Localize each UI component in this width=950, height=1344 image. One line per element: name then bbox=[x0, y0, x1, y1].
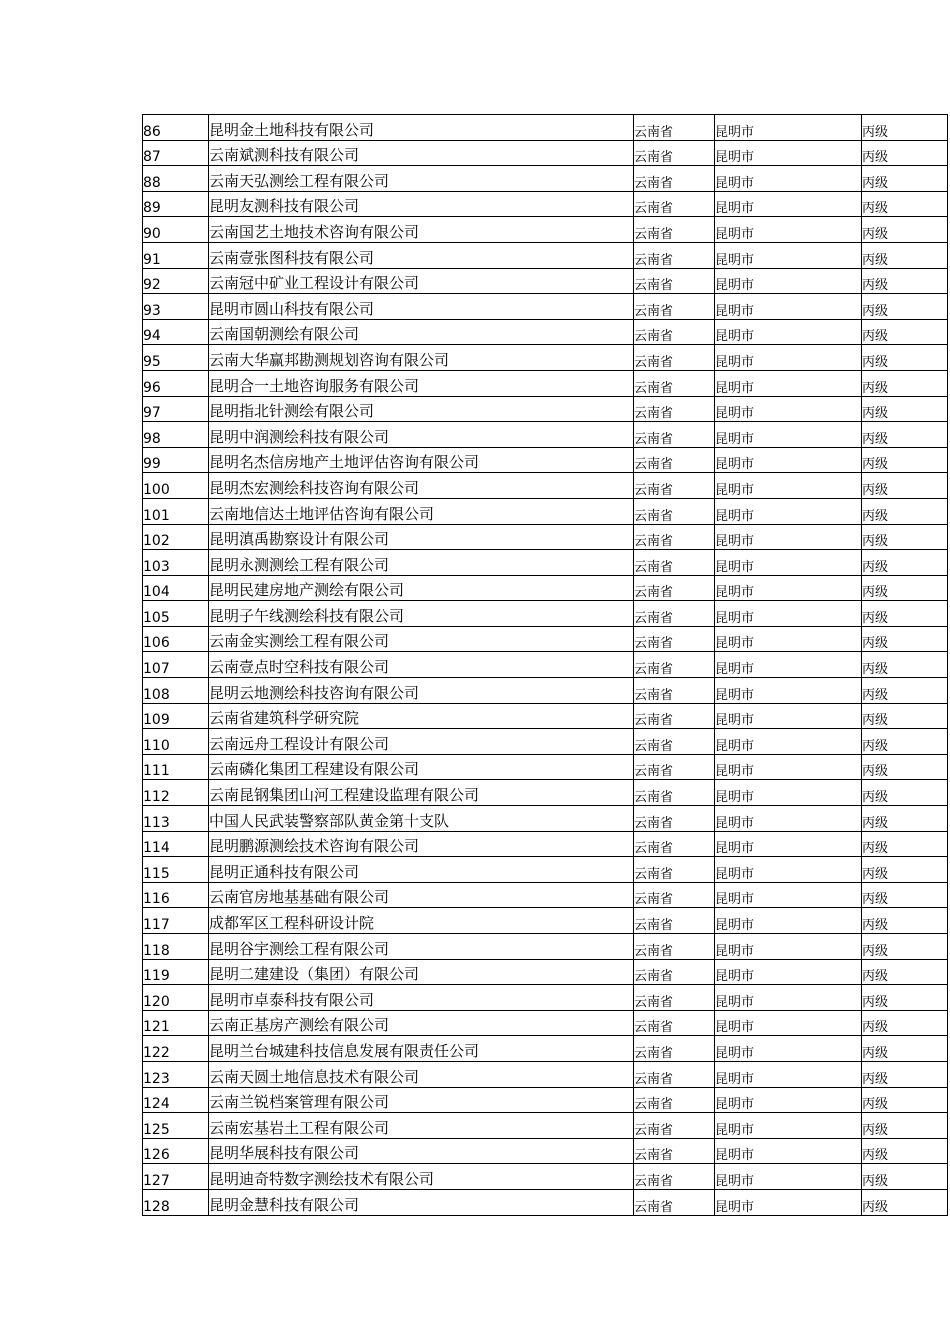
city-cell: 昆明市 bbox=[715, 626, 862, 652]
city-cell: 昆明市 bbox=[715, 370, 862, 396]
city-cell: 昆明市 bbox=[715, 882, 862, 908]
province-cell: 云南省 bbox=[634, 294, 715, 320]
province-cell: 云南省 bbox=[634, 652, 715, 678]
table-body bbox=[143, 115, 948, 1216]
qualification-grade-cell: 丙级 bbox=[862, 882, 948, 908]
table-row bbox=[143, 1036, 948, 1062]
city-cell: 昆明市 bbox=[715, 985, 862, 1011]
table-row bbox=[143, 806, 948, 832]
qualification-grade-cell: 丙级 bbox=[862, 473, 948, 499]
table-row bbox=[143, 166, 948, 192]
company-name-cell: 昆明市圆山科技有限公司 bbox=[209, 294, 634, 320]
qualification-grade-cell: 丙级 bbox=[862, 550, 948, 576]
qualification-grade-cell: 丙级 bbox=[862, 191, 948, 217]
row-number-cell: 124 bbox=[143, 1087, 209, 1113]
table-row bbox=[143, 882, 948, 908]
row-number-cell: 122 bbox=[143, 1036, 209, 1062]
company-name-cell: 昆明中润测绘科技有限公司 bbox=[209, 422, 634, 448]
city-cell: 昆明市 bbox=[715, 422, 862, 448]
qualification-grade-cell: 丙级 bbox=[862, 985, 948, 1011]
row-number-cell: 94 bbox=[143, 319, 209, 345]
table-row bbox=[143, 985, 948, 1011]
row-number-cell: 92 bbox=[143, 268, 209, 294]
city-cell: 昆明市 bbox=[715, 1036, 862, 1062]
city-cell: 昆明市 bbox=[715, 831, 862, 857]
qualification-grade-cell: 丙级 bbox=[862, 626, 948, 652]
table-row bbox=[143, 857, 948, 883]
company-name-cell: 昆明市卓泰科技有限公司 bbox=[209, 985, 634, 1011]
city-cell: 昆明市 bbox=[715, 140, 862, 166]
qualification-grade-cell: 丙级 bbox=[862, 729, 948, 755]
city-cell: 昆明市 bbox=[715, 1113, 862, 1139]
province-cell: 云南省 bbox=[634, 140, 715, 166]
table-row bbox=[143, 908, 948, 934]
qualification-grade-cell: 丙级 bbox=[862, 678, 948, 704]
city-cell: 昆明市 bbox=[715, 678, 862, 704]
row-number-cell: 125 bbox=[143, 1113, 209, 1139]
city-cell: 昆明市 bbox=[715, 1164, 862, 1190]
qualification-grade-cell: 丙级 bbox=[862, 1189, 948, 1215]
row-number-cell: 109 bbox=[143, 703, 209, 729]
row-number-cell: 116 bbox=[143, 882, 209, 908]
row-number-cell: 119 bbox=[143, 959, 209, 985]
province-cell: 云南省 bbox=[634, 703, 715, 729]
qualification-grade-cell: 丙级 bbox=[862, 242, 948, 268]
company-name-cell: 昆明指北针测绘有限公司 bbox=[209, 396, 634, 422]
company-name-cell: 昆明友测科技有限公司 bbox=[209, 191, 634, 217]
row-number-cell: 127 bbox=[143, 1164, 209, 1190]
row-number-cell: 111 bbox=[143, 754, 209, 780]
row-number-cell: 89 bbox=[143, 191, 209, 217]
row-number-cell: 95 bbox=[143, 345, 209, 371]
city-cell: 昆明市 bbox=[715, 319, 862, 345]
table-row bbox=[143, 345, 948, 371]
company-name-cell: 云南国艺土地技术咨询有限公司 bbox=[209, 217, 634, 243]
city-cell: 昆明市 bbox=[715, 166, 862, 192]
table-row bbox=[143, 422, 948, 448]
province-cell: 云南省 bbox=[634, 1061, 715, 1087]
table-row bbox=[143, 217, 948, 243]
city-cell: 昆明市 bbox=[715, 115, 862, 141]
row-number-cell: 96 bbox=[143, 370, 209, 396]
province-cell: 云南省 bbox=[634, 115, 715, 141]
row-number-cell: 121 bbox=[143, 1010, 209, 1036]
city-cell: 昆明市 bbox=[715, 601, 862, 627]
qualification-grade-cell: 丙级 bbox=[862, 908, 948, 934]
city-cell: 昆明市 bbox=[715, 806, 862, 832]
company-name-cell: 昆明迪奇特数字测绘技术有限公司 bbox=[209, 1164, 634, 1190]
qualification-grade-cell: 丙级 bbox=[862, 1010, 948, 1036]
company-name-cell: 云南正基房产测绘有限公司 bbox=[209, 1010, 634, 1036]
table-row bbox=[143, 115, 948, 141]
province-cell: 云南省 bbox=[634, 550, 715, 576]
qualification-grade-cell: 丙级 bbox=[862, 831, 948, 857]
row-number-cell: 128 bbox=[143, 1189, 209, 1215]
qualification-grade-cell: 丙级 bbox=[862, 652, 948, 678]
city-cell: 昆明市 bbox=[715, 498, 862, 524]
company-name-cell: 中国人民武装警察部队黄金第十支队 bbox=[209, 806, 634, 832]
qualification-grade-cell: 丙级 bbox=[862, 754, 948, 780]
row-number-cell: 120 bbox=[143, 985, 209, 1011]
row-number-cell: 113 bbox=[143, 806, 209, 832]
row-number-cell: 126 bbox=[143, 1138, 209, 1164]
city-cell: 昆明市 bbox=[715, 242, 862, 268]
row-number-cell: 112 bbox=[143, 780, 209, 806]
qualification-grade-cell: 丙级 bbox=[862, 1164, 948, 1190]
city-cell: 昆明市 bbox=[715, 780, 862, 806]
qualification-grade-cell: 丙级 bbox=[862, 524, 948, 550]
province-cell: 云南省 bbox=[634, 422, 715, 448]
company-name-cell: 云南省建筑科学研究院 bbox=[209, 703, 634, 729]
company-name-cell: 昆明正通科技有限公司 bbox=[209, 857, 634, 883]
row-number-cell: 93 bbox=[143, 294, 209, 320]
city-cell: 昆明市 bbox=[715, 1010, 862, 1036]
table-row bbox=[143, 729, 948, 755]
row-number-cell: 86 bbox=[143, 115, 209, 141]
qualification-grade-cell: 丙级 bbox=[862, 1087, 948, 1113]
city-cell: 昆明市 bbox=[715, 550, 862, 576]
table-row bbox=[143, 524, 948, 550]
province-cell: 云南省 bbox=[634, 882, 715, 908]
table-row bbox=[143, 780, 948, 806]
table-row bbox=[143, 1113, 948, 1139]
company-name-cell: 云南远舟工程设计有限公司 bbox=[209, 729, 634, 755]
company-name-cell: 云南官房地基基础有限公司 bbox=[209, 882, 634, 908]
province-cell: 云南省 bbox=[634, 1036, 715, 1062]
qualification-grade-cell: 丙级 bbox=[862, 575, 948, 601]
city-cell: 昆明市 bbox=[715, 268, 862, 294]
city-cell: 昆明市 bbox=[715, 652, 862, 678]
qualification-grade-cell: 丙级 bbox=[862, 1113, 948, 1139]
table-row bbox=[143, 319, 948, 345]
qualification-grade-cell: 丙级 bbox=[862, 806, 948, 832]
province-cell: 云南省 bbox=[634, 370, 715, 396]
company-name-cell: 云南兰锐档案管理有限公司 bbox=[209, 1087, 634, 1113]
row-number-cell: 108 bbox=[143, 678, 209, 704]
company-name-cell: 昆明滇禹勘察设计有限公司 bbox=[209, 524, 634, 550]
province-cell: 云南省 bbox=[634, 1189, 715, 1215]
table-row bbox=[143, 652, 948, 678]
row-number-cell: 100 bbox=[143, 473, 209, 499]
table-row bbox=[143, 268, 948, 294]
row-number-cell: 114 bbox=[143, 831, 209, 857]
province-cell: 云南省 bbox=[634, 780, 715, 806]
company-name-cell: 昆明民建房地产测绘有限公司 bbox=[209, 575, 634, 601]
company-name-cell: 昆明名杰信房地产土地评估咨询有限公司 bbox=[209, 447, 634, 473]
province-cell: 云南省 bbox=[634, 473, 715, 499]
row-number-cell: 104 bbox=[143, 575, 209, 601]
province-cell: 云南省 bbox=[634, 166, 715, 192]
company-name-cell: 昆明金土地科技有限公司 bbox=[209, 115, 634, 141]
province-cell: 云南省 bbox=[634, 754, 715, 780]
row-number-cell: 102 bbox=[143, 524, 209, 550]
province-cell: 云南省 bbox=[634, 242, 715, 268]
row-number-cell: 106 bbox=[143, 626, 209, 652]
table-row bbox=[143, 370, 948, 396]
row-number-cell: 110 bbox=[143, 729, 209, 755]
table-row bbox=[143, 447, 948, 473]
company-name-cell: 云南壹张图科技有限公司 bbox=[209, 242, 634, 268]
city-cell: 昆明市 bbox=[715, 473, 862, 499]
company-name-cell: 云南国朝测绘有限公司 bbox=[209, 319, 634, 345]
province-cell: 云南省 bbox=[634, 575, 715, 601]
qualification-grade-cell: 丙级 bbox=[862, 498, 948, 524]
city-cell: 昆明市 bbox=[715, 934, 862, 960]
qualification-grade-cell: 丙级 bbox=[862, 345, 948, 371]
company-name-cell: 云南金实测绘工程有限公司 bbox=[209, 626, 634, 652]
qualification-grade-cell: 丙级 bbox=[862, 217, 948, 243]
table-row bbox=[143, 1189, 948, 1215]
table-row bbox=[143, 242, 948, 268]
city-cell: 昆明市 bbox=[715, 294, 862, 320]
table-row bbox=[143, 626, 948, 652]
row-number-cell: 99 bbox=[143, 447, 209, 473]
row-number-cell: 115 bbox=[143, 857, 209, 883]
qualification-grade-cell: 丙级 bbox=[862, 959, 948, 985]
province-cell: 云南省 bbox=[634, 626, 715, 652]
table-row bbox=[143, 473, 948, 499]
company-name-cell: 昆明鹏源测绘技术咨询有限公司 bbox=[209, 831, 634, 857]
company-name-cell: 昆明永测测绘工程有限公司 bbox=[209, 550, 634, 576]
province-cell: 云南省 bbox=[634, 217, 715, 243]
table-row bbox=[143, 1061, 948, 1087]
province-cell: 云南省 bbox=[634, 831, 715, 857]
qualification-grade-cell: 丙级 bbox=[862, 319, 948, 345]
table-row bbox=[143, 959, 948, 985]
row-number-cell: 117 bbox=[143, 908, 209, 934]
company-name-cell: 昆明子午线测绘科技有限公司 bbox=[209, 601, 634, 627]
city-cell: 昆明市 bbox=[715, 908, 862, 934]
company-name-cell: 昆明金慧科技有限公司 bbox=[209, 1189, 634, 1215]
province-cell: 云南省 bbox=[634, 396, 715, 422]
table-row bbox=[143, 831, 948, 857]
table-row bbox=[143, 1010, 948, 1036]
table-row bbox=[143, 754, 948, 780]
city-cell: 昆明市 bbox=[715, 1189, 862, 1215]
row-number-cell: 90 bbox=[143, 217, 209, 243]
province-cell: 云南省 bbox=[634, 729, 715, 755]
qualification-grade-cell: 丙级 bbox=[862, 1036, 948, 1062]
company-name-cell: 成都军区工程科研设计院 bbox=[209, 908, 634, 934]
table-row bbox=[143, 140, 948, 166]
company-name-cell: 云南天弘测绘工程有限公司 bbox=[209, 166, 634, 192]
table-row bbox=[143, 934, 948, 960]
company-name-cell: 云南冠中矿业工程设计有限公司 bbox=[209, 268, 634, 294]
city-cell: 昆明市 bbox=[715, 959, 862, 985]
qualification-grade-cell: 丙级 bbox=[862, 294, 948, 320]
province-cell: 云南省 bbox=[634, 498, 715, 524]
province-cell: 云南省 bbox=[634, 191, 715, 217]
city-cell: 昆明市 bbox=[715, 703, 862, 729]
table-row bbox=[143, 396, 948, 422]
table-row bbox=[143, 575, 948, 601]
table-row bbox=[143, 678, 948, 704]
company-name-cell: 云南天圆土地信息技术有限公司 bbox=[209, 1061, 634, 1087]
company-name-cell: 昆明合一土地咨询服务有限公司 bbox=[209, 370, 634, 396]
company-name-cell: 云南壹点时空科技有限公司 bbox=[209, 652, 634, 678]
table-row bbox=[143, 1138, 948, 1164]
city-cell: 昆明市 bbox=[715, 524, 862, 550]
company-name-cell: 昆明二建建设（集团）有限公司 bbox=[209, 959, 634, 985]
qualification-grade-cell: 丙级 bbox=[862, 115, 948, 141]
table-row bbox=[143, 191, 948, 217]
city-cell: 昆明市 bbox=[715, 1087, 862, 1113]
table-row bbox=[143, 550, 948, 576]
row-number-cell: 101 bbox=[143, 498, 209, 524]
province-cell: 云南省 bbox=[634, 1087, 715, 1113]
city-cell: 昆明市 bbox=[715, 345, 862, 371]
qualification-grade-cell: 丙级 bbox=[862, 370, 948, 396]
company-name-cell: 昆明华展科技有限公司 bbox=[209, 1138, 634, 1164]
company-name-cell: 昆明杰宏测绘科技咨询有限公司 bbox=[209, 473, 634, 499]
row-number-cell: 91 bbox=[143, 242, 209, 268]
qualification-grade-cell: 丙级 bbox=[862, 780, 948, 806]
qualification-grade-cell: 丙级 bbox=[862, 140, 948, 166]
province-cell: 云南省 bbox=[634, 1138, 715, 1164]
city-cell: 昆明市 bbox=[715, 217, 862, 243]
table-row bbox=[143, 294, 948, 320]
province-cell: 云南省 bbox=[634, 857, 715, 883]
province-cell: 云南省 bbox=[634, 908, 715, 934]
city-cell: 昆明市 bbox=[715, 729, 862, 755]
company-name-cell: 云南宏基岩土工程有限公司 bbox=[209, 1113, 634, 1139]
table-row bbox=[143, 1164, 948, 1190]
company-name-cell: 云南斌测科技有限公司 bbox=[209, 140, 634, 166]
row-number-cell: 123 bbox=[143, 1061, 209, 1087]
qualification-grade-cell: 丙级 bbox=[862, 1061, 948, 1087]
company-name-cell: 昆明云地测绘科技咨询有限公司 bbox=[209, 678, 634, 704]
qualification-grade-cell: 丙级 bbox=[862, 268, 948, 294]
row-number-cell: 118 bbox=[143, 934, 209, 960]
company-name-cell: 云南昆钢集团山河工程建设监理有限公司 bbox=[209, 780, 634, 806]
province-cell: 云南省 bbox=[634, 934, 715, 960]
qualification-grade-cell: 丙级 bbox=[862, 857, 948, 883]
company-name-cell: 昆明兰台城建科技信息发展有限责任公司 bbox=[209, 1036, 634, 1062]
province-cell: 云南省 bbox=[634, 959, 715, 985]
province-cell: 云南省 bbox=[634, 268, 715, 294]
province-cell: 云南省 bbox=[634, 678, 715, 704]
province-cell: 云南省 bbox=[634, 1010, 715, 1036]
qualification-grade-cell: 丙级 bbox=[862, 934, 948, 960]
row-number-cell: 87 bbox=[143, 140, 209, 166]
qualification-grade-cell: 丙级 bbox=[862, 601, 948, 627]
province-cell: 云南省 bbox=[634, 319, 715, 345]
province-cell: 云南省 bbox=[634, 524, 715, 550]
city-cell: 昆明市 bbox=[715, 1138, 862, 1164]
row-number-cell: 97 bbox=[143, 396, 209, 422]
row-number-cell: 98 bbox=[143, 422, 209, 448]
city-cell: 昆明市 bbox=[715, 447, 862, 473]
province-cell: 云南省 bbox=[634, 601, 715, 627]
row-number-cell: 107 bbox=[143, 652, 209, 678]
province-cell: 云南省 bbox=[634, 345, 715, 371]
province-cell: 云南省 bbox=[634, 1164, 715, 1190]
qualification-grade-cell: 丙级 bbox=[862, 447, 948, 473]
table-row bbox=[143, 1087, 948, 1113]
qualification-grade-cell: 丙级 bbox=[862, 1138, 948, 1164]
city-cell: 昆明市 bbox=[715, 857, 862, 883]
row-number-cell: 103 bbox=[143, 550, 209, 576]
row-number-cell: 88 bbox=[143, 166, 209, 192]
table-row bbox=[143, 498, 948, 524]
table-row bbox=[143, 601, 948, 627]
company-name-cell: 昆明谷宇测绘工程有限公司 bbox=[209, 934, 634, 960]
city-cell: 昆明市 bbox=[715, 1061, 862, 1087]
city-cell: 昆明市 bbox=[715, 396, 862, 422]
surveying-qualification-table bbox=[142, 114, 948, 1216]
qualification-grade-cell: 丙级 bbox=[862, 166, 948, 192]
row-number-cell: 105 bbox=[143, 601, 209, 627]
province-cell: 云南省 bbox=[634, 985, 715, 1011]
qualification-grade-cell: 丙级 bbox=[862, 396, 948, 422]
city-cell: 昆明市 bbox=[715, 575, 862, 601]
province-cell: 云南省 bbox=[634, 447, 715, 473]
company-name-cell: 云南大华赢邦勘测规划咨询有限公司 bbox=[209, 345, 634, 371]
province-cell: 云南省 bbox=[634, 1113, 715, 1139]
city-cell: 昆明市 bbox=[715, 191, 862, 217]
province-cell: 云南省 bbox=[634, 806, 715, 832]
qualification-grade-cell: 丙级 bbox=[862, 422, 948, 448]
city-cell: 昆明市 bbox=[715, 754, 862, 780]
company-name-cell: 云南地信达土地评估咨询有限公司 bbox=[209, 498, 634, 524]
company-name-cell: 云南磷化集团工程建设有限公司 bbox=[209, 754, 634, 780]
table-row bbox=[143, 703, 948, 729]
qualification-grade-cell: 丙级 bbox=[862, 703, 948, 729]
